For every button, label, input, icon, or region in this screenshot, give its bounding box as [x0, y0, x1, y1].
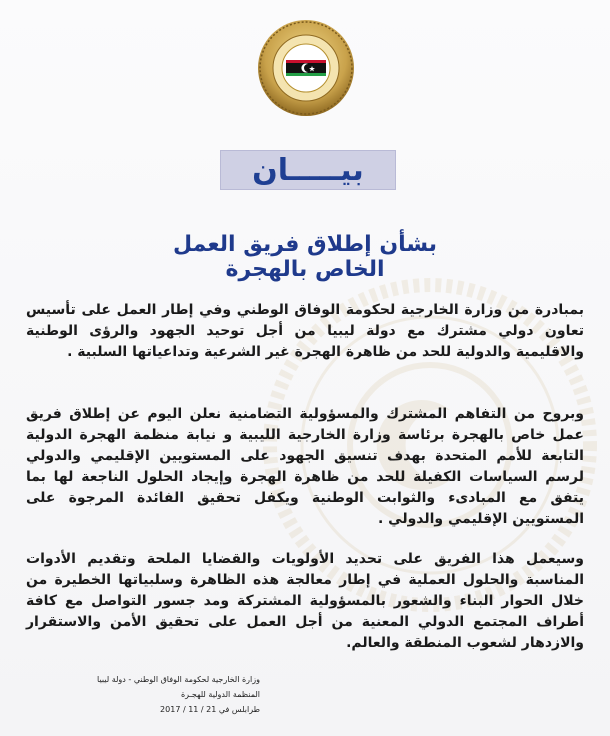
footer-date: طرابلس في 21 / 11 / 2017: [160, 705, 260, 714]
paragraph-1: بمبادرة من وزارة الخارجية لحكومة الوفاق الوطني وفي إطار العمل على تأسيس تعاون دولي مشترك مع دولة ليبيا من أجل توحيد الجهود والرؤى الوطنية والاقليمية والدولية للحد من ظاهرة الهجرة غير الشرعية وتداعياتها السلبية .: [26, 302, 584, 360]
paragraph-2: وبروح من التفاهم المشترك والمسؤولية التضامنية نعلن اليوم عن إطلاق فريق عمل خاص بالهجرة برئاسة وزارة الخارجية الليبية و نيابة منظمة الهجرة الدولية التابعة للأمم المتحدة بهدف تنسيق الجهود على المستويين الإقليمي والدولي لرسم السياسات الكفيلة للحد من ظاهرة الهجرة وإيجاد الحلول الناجعة لها بما يتفق مع المبادىء والثوابت الوطنية ويكفل تحقيق الفائدة المرجوة على المستويين الإقليمي والدولي .: [26, 406, 584, 527]
footer-ministry: وزارة الخارجية لحكومة الوفاق الوطني - دولة ليبيا: [97, 675, 260, 684]
government-seal-icon: [256, 18, 356, 118]
footer-signature: [60, 672, 260, 717]
page-title: بشأن إطلاق فريق العمل الخاص بالهجرة: [172, 232, 438, 282]
footer-organization: المنظمة الدولية للهجـرة: [180, 690, 260, 699]
paragraph-3: وسيعمل هذا الفريق على تحديد الأولويات والقضايا الملحة وتقديم الأدوات المناسبة والحلول العملية في إطار معالجة هذه الظاهرة وسلبياتها الخطيرة من خلال الحوار البناء والشعور بالمسؤولية المشتركة ومد جسور التواصل مع كافة أطراف المجتمع الدولي المعنية من أجل العمل على تحقيق الأمن والاستقرار والازدهار لشعوب المنطقة والعالم.: [26, 551, 584, 651]
statement-banner: بيـــــان: [220, 150, 396, 190]
